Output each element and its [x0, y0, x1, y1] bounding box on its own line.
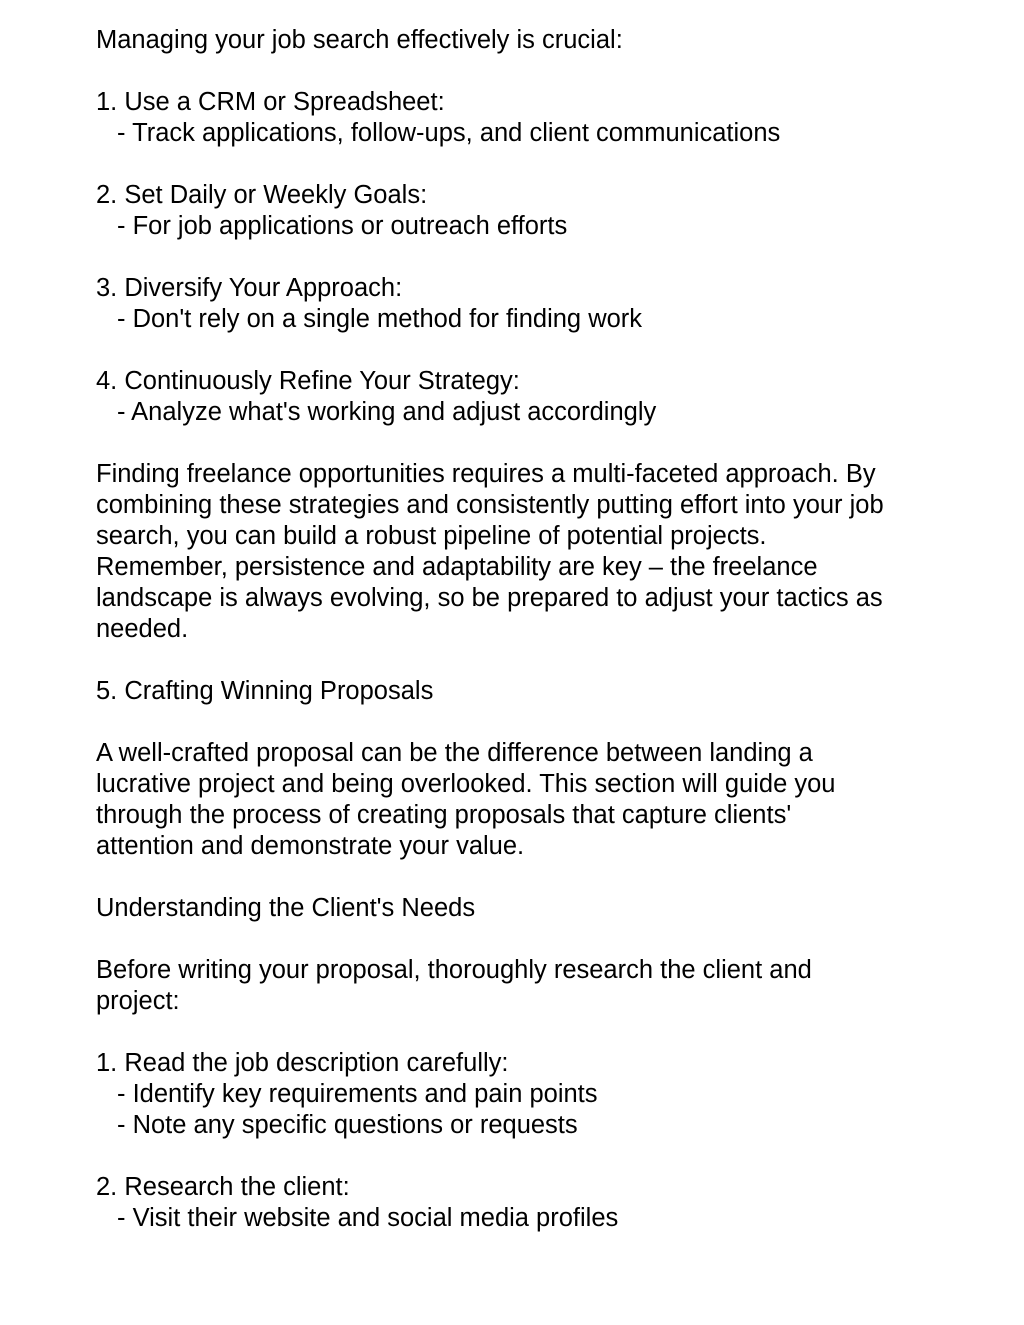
research-step-heading: 1. Read the job description carefully:: [96, 1049, 509, 1077]
summary-line: needed.: [96, 615, 189, 643]
spacer: [96, 1141, 976, 1172]
step-heading: 2. Set Daily or Weekly Goals:: [96, 181, 428, 209]
spacer: [96, 335, 976, 366]
document-page: [96, 25, 976, 1234]
spacer: [96, 707, 976, 738]
step-detail: - For job applications or outreach efforts: [117, 212, 568, 240]
subsection-title: Understanding the Client's Needs: [96, 894, 476, 922]
summary-line: search, you can build a robust pipeline of potential projects.: [96, 522, 767, 550]
section-intro-line: through the process of creating proposals that capture clients': [96, 801, 792, 829]
spacer: [96, 428, 976, 459]
step-heading: 1. Use a CRM or Spreadsheet:: [96, 88, 445, 116]
summary-line: Finding freelance opportunities requires a multi-faceted approach. By: [96, 460, 876, 488]
spacer: [96, 149, 976, 180]
step-detail: - Don't rely on a single method for finding work: [117, 305, 643, 333]
spacer: [96, 1017, 976, 1048]
step-heading: 3. Diversify Your Approach:: [96, 274, 403, 302]
summary-line: combining these strategies and consistently putting effort into your job: [96, 491, 884, 519]
research-step-heading: 2. Research the client:: [96, 1173, 350, 1201]
section-intro-line: lucrative project and being overlooked. This section will guide you: [96, 770, 836, 798]
step-detail: - Analyze what's working and adjust accordingly: [117, 398, 657, 426]
research-intro-line: project:: [96, 987, 180, 1015]
intro-text: Managing your job search effectively is crucial:: [96, 26, 623, 54]
research-step-detail: - Visit their website and social media profiles: [117, 1204, 619, 1232]
spacer: [96, 56, 976, 87]
research-step-detail: - Note any specific questions or requests: [117, 1111, 578, 1139]
spacer: [96, 645, 976, 676]
step-heading: 4. Continuously Refine Your Strategy:: [96, 367, 520, 395]
section-intro-line: A well-crafted proposal can be the difference between landing a: [96, 739, 813, 767]
step-detail: - Track applications, follow-ups, and client communications: [117, 119, 781, 147]
spacer: [96, 924, 976, 955]
research-step-detail: - Identify key requirements and pain points: [117, 1080, 598, 1108]
spacer: [96, 862, 976, 893]
section-intro-line: attention and demonstrate your value.: [96, 832, 525, 860]
research-intro-line: Before writing your proposal, thoroughly research the client and: [96, 956, 812, 984]
summary-line: landscape is always evolving, so be prepared to adjust your tactics as: [96, 584, 883, 612]
summary-line: Remember, persistence and adaptability are key – the freelance: [96, 553, 818, 581]
spacer: [96, 242, 976, 273]
section-title: 5. Crafting Winning Proposals: [96, 677, 434, 705]
